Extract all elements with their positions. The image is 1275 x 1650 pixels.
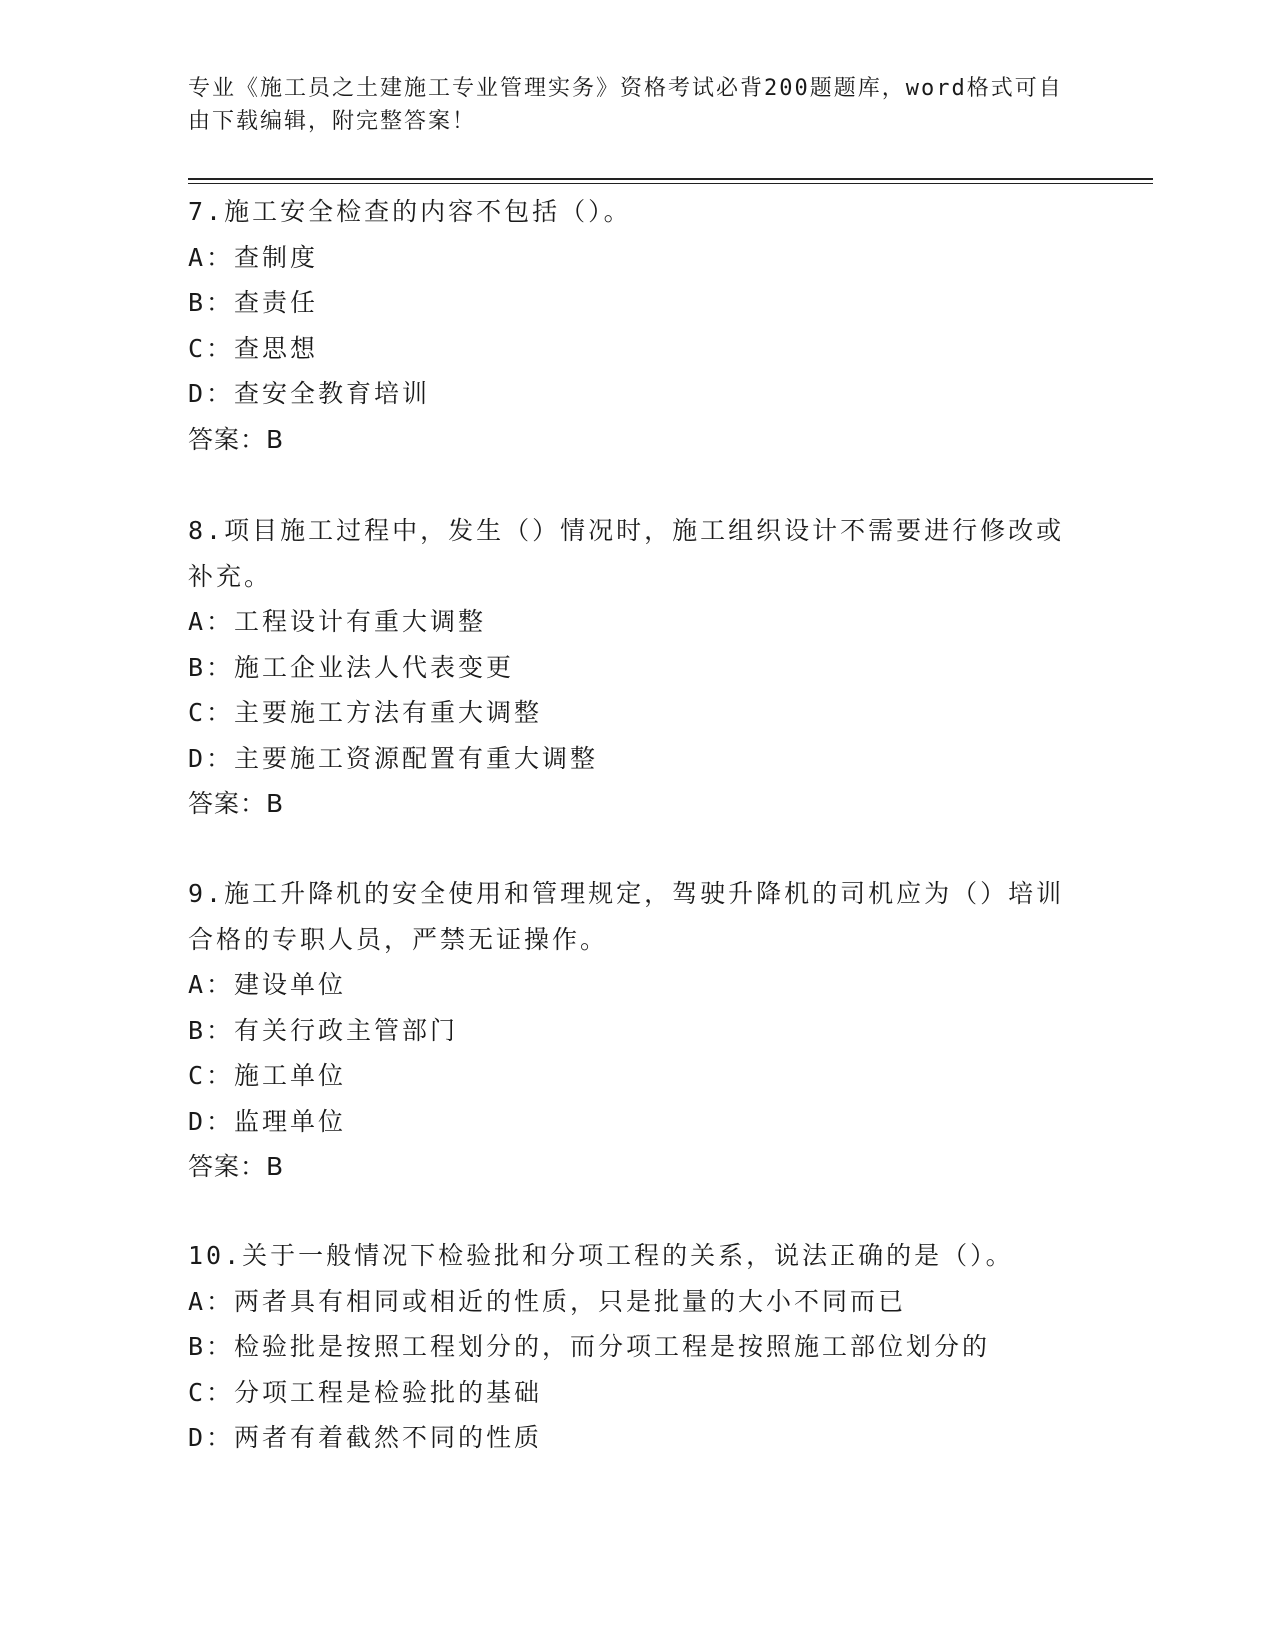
answer: 答案：B xyxy=(188,424,285,454)
option-c: C：查思想 xyxy=(188,333,319,363)
option-a: A：建设单位 xyxy=(188,970,347,999)
option-b: B：有关行政主管部门 xyxy=(188,1015,459,1045)
option-c: C：分项工程是检验批的基础 xyxy=(188,1377,543,1407)
option-b: B：检验批是按照工程划分的，而分项工程是按照施工部位划分的 xyxy=(188,1332,991,1361)
question-stem: 10.关于一般情况下检验批和分项工程的关系，说法正确的是（）。 xyxy=(188,1241,1014,1270)
question-stem: 9.施工升降机的安全使用和管理规定，驾驶升降机的司机应为（）培训合格的专职人员，严禁无证操作。 xyxy=(188,879,1065,954)
answer: 答案：B xyxy=(188,1152,285,1181)
option-a: A：查制度 xyxy=(188,242,319,272)
document-header: 专业《施工员之土建施工专业管理实务》资格考试必背200题题库，word格式可自由下载编辑，附完整答案！ xyxy=(188,76,1063,134)
question-9 xyxy=(188,871,1068,1190)
question-stem: 8.项目施工过程中，发生（）情况时，施工组织设计不需要进行修改或补充。 xyxy=(188,516,1065,591)
question-7 xyxy=(188,189,1068,462)
option-d: D：两者有着截然不同的性质 xyxy=(188,1423,543,1452)
option-b: B：施工企业法人代表变更 xyxy=(188,652,515,682)
header-divider xyxy=(188,178,1153,184)
question-10 xyxy=(188,1233,1068,1461)
answer: 答案：B xyxy=(188,789,285,818)
option-a: A：两者具有相同或相近的性质，只是批量的大小不同而已 xyxy=(188,1286,907,1316)
option-d: D：查安全教育培训 xyxy=(188,379,431,408)
option-c: C：主要施工方法有重大调整 xyxy=(188,698,543,727)
option-a: A：工程设计有重大调整 xyxy=(188,607,487,636)
option-d: D：监理单位 xyxy=(188,1106,347,1136)
option-c: C：施工单位 xyxy=(188,1061,347,1090)
question-stem: 7.施工安全检查的内容不包括（）。 xyxy=(188,197,632,226)
option-d: D：主要施工资源配置有重大调整 xyxy=(188,743,599,773)
question-8 xyxy=(188,508,1068,827)
option-b: B：查责任 xyxy=(188,288,319,317)
